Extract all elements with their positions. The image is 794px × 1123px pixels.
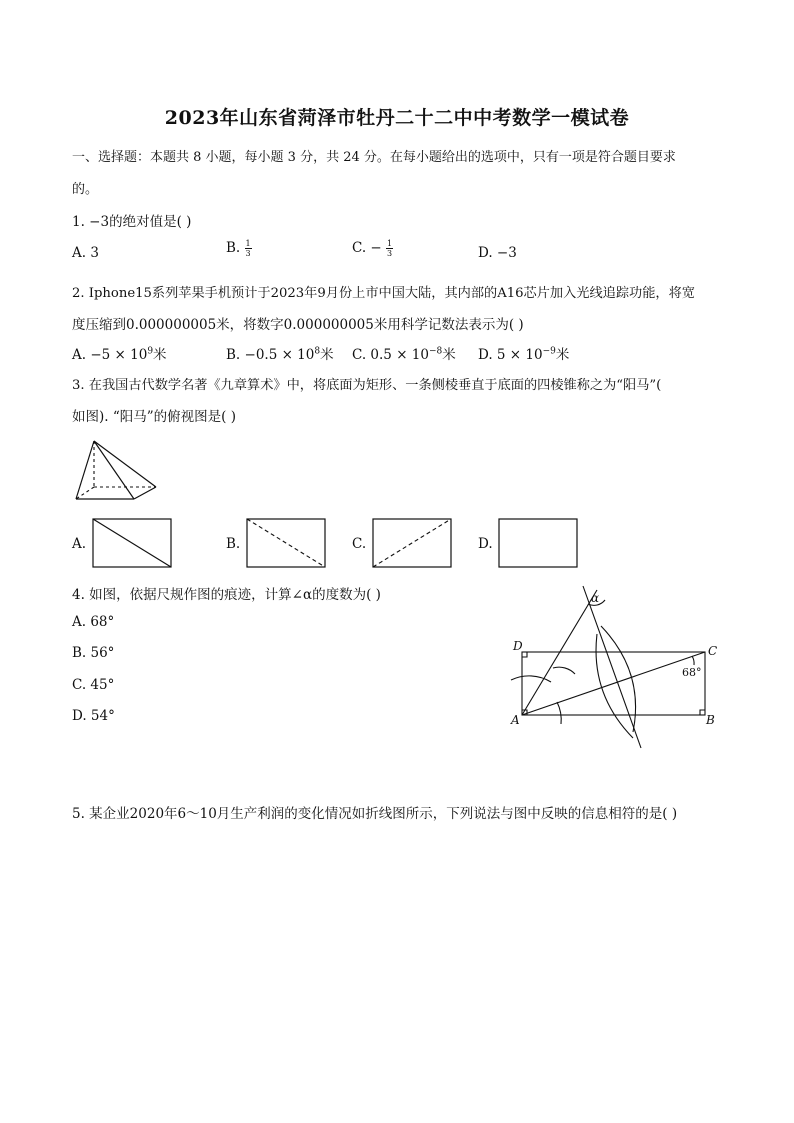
label-alpha: α: [591, 591, 600, 605]
option-b-unit: 米: [320, 347, 334, 363]
fraction-numerator: 1: [387, 239, 393, 248]
right-angle-mark: [522, 652, 527, 657]
pyramid-edge: [134, 487, 156, 499]
fraction: [245, 239, 252, 258]
question-2-line-2: 度压缩到0.000000005米，将数字0.000000005米用科学记数法表示为( ): [72, 317, 524, 333]
option-b-prefix: B.: [226, 240, 241, 256]
option-d-base: D. 5 × 10: [478, 347, 543, 363]
construction-arc: [553, 667, 575, 674]
fraction-denominator: 3: [387, 249, 393, 258]
fraction-denominator: 3: [245, 249, 251, 258]
question-3-option-b-figure: [246, 518, 328, 570]
rectangle: [499, 519, 577, 567]
question-4-option-b: B. 56°: [72, 645, 115, 661]
question-3-option-a-label: A.: [72, 536, 87, 552]
question-4-option-d: D. 54°: [72, 708, 115, 724]
question-2-option-b: [226, 343, 334, 363]
pyramid-figure: [70, 436, 162, 502]
option-c-unit: 米: [442, 347, 456, 363]
fraction: [386, 239, 393, 258]
question-2-option-a: [72, 343, 167, 363]
question-3-option-c-label: C.: [352, 536, 367, 552]
perpendicular-bisector: [583, 586, 641, 748]
section-heading-line-2: 的。: [72, 182, 99, 197]
question-1-option-d: D. −3: [478, 245, 517, 261]
option-c-prefix: C. −: [352, 240, 382, 256]
construction-arc: [601, 626, 636, 732]
diagonal-dashed: [373, 519, 451, 567]
diagonal-ac: [522, 652, 705, 715]
diagonal-solid: [93, 519, 171, 567]
question-1-option-a: A. 3: [72, 245, 99, 261]
label-d: D: [513, 639, 523, 653]
label-a: A: [511, 713, 520, 727]
option-b-base: B. −0.5 × 10: [226, 347, 315, 363]
question-2-option-d: [478, 343, 569, 363]
question-3-line-1: 3. 在我国古代数学名著《九章算术》中，将底面为矩形、一条侧棱垂直于底面的四棱锥称之为“阳马”(: [72, 378, 662, 393]
pyramid-edge: [94, 441, 134, 499]
option-a-exponent: 9: [147, 346, 154, 357]
question-4-stem: 4. 如图，依据尺规作图的痕迹，计算∠α的度数为( ): [72, 587, 381, 603]
question-2-option-c: [352, 343, 456, 363]
option-a-base: A. −5 × 10: [72, 347, 148, 363]
question-1-stem: 1. −3的绝对值是( ): [72, 214, 192, 230]
fraction-numerator: 1: [245, 239, 251, 248]
option-c-base: C. 0.5 × 10: [352, 347, 429, 363]
question-3-option-c-figure: [372, 518, 454, 570]
label-angle-68: 68°: [682, 666, 702, 679]
construction-arc: [596, 634, 633, 738]
compass-construction-figure: [505, 582, 730, 752]
question-3-line-2: 如图). “阳马”的俯视图是( ): [72, 409, 236, 425]
label-c: C: [708, 644, 718, 658]
question-3-option-b-label: B.: [226, 536, 241, 552]
question-3-option-a-figure: [92, 518, 174, 570]
pyramid-edge: [76, 441, 94, 499]
option-d-exponent: −9: [542, 346, 556, 357]
question-4-option-c: C. 45°: [72, 677, 115, 693]
label-b: B: [706, 713, 715, 727]
question-2-line-1: 2. Iphone15系列苹果手机预计于2023年9月份上市中国大陆，其内部的A16芯片加入光线追踪功能，将宽: [72, 286, 695, 301]
option-a-unit: 米: [153, 347, 167, 363]
right-angle-mark: [700, 710, 705, 715]
question-4-option-a: A. 68°: [72, 614, 115, 630]
question-1-option-c: [352, 239, 393, 258]
question-1-option-b: [226, 239, 252, 258]
question-3-option-d-figure: [498, 518, 580, 570]
construction-arc: [557, 702, 561, 724]
option-c-exponent: −8: [428, 346, 443, 357]
angle-68-arc: [692, 656, 694, 665]
option-d-unit: 米: [555, 347, 570, 363]
section-heading-line-1: 一、选择题：本题共 8 小题，每小题 3 分，共 24 分。在每小题给出的选项中，只有一项是符合题目要求: [72, 150, 676, 165]
question-5-stem: 5. 某企业2020年6～10月生产利润的变化情况如折线图所示，下列说法与图中反映的信息相符的是( ): [72, 806, 678, 822]
diagonal-dashed: [247, 519, 325, 567]
question-3-option-d-label: D.: [478, 536, 493, 552]
page-title: 2023年山东省菏泽市牡丹二十二中中考数学一模试卷: [164, 107, 630, 129]
option-b-exponent: 8: [314, 346, 321, 357]
pyramid-edge: [94, 441, 156, 487]
